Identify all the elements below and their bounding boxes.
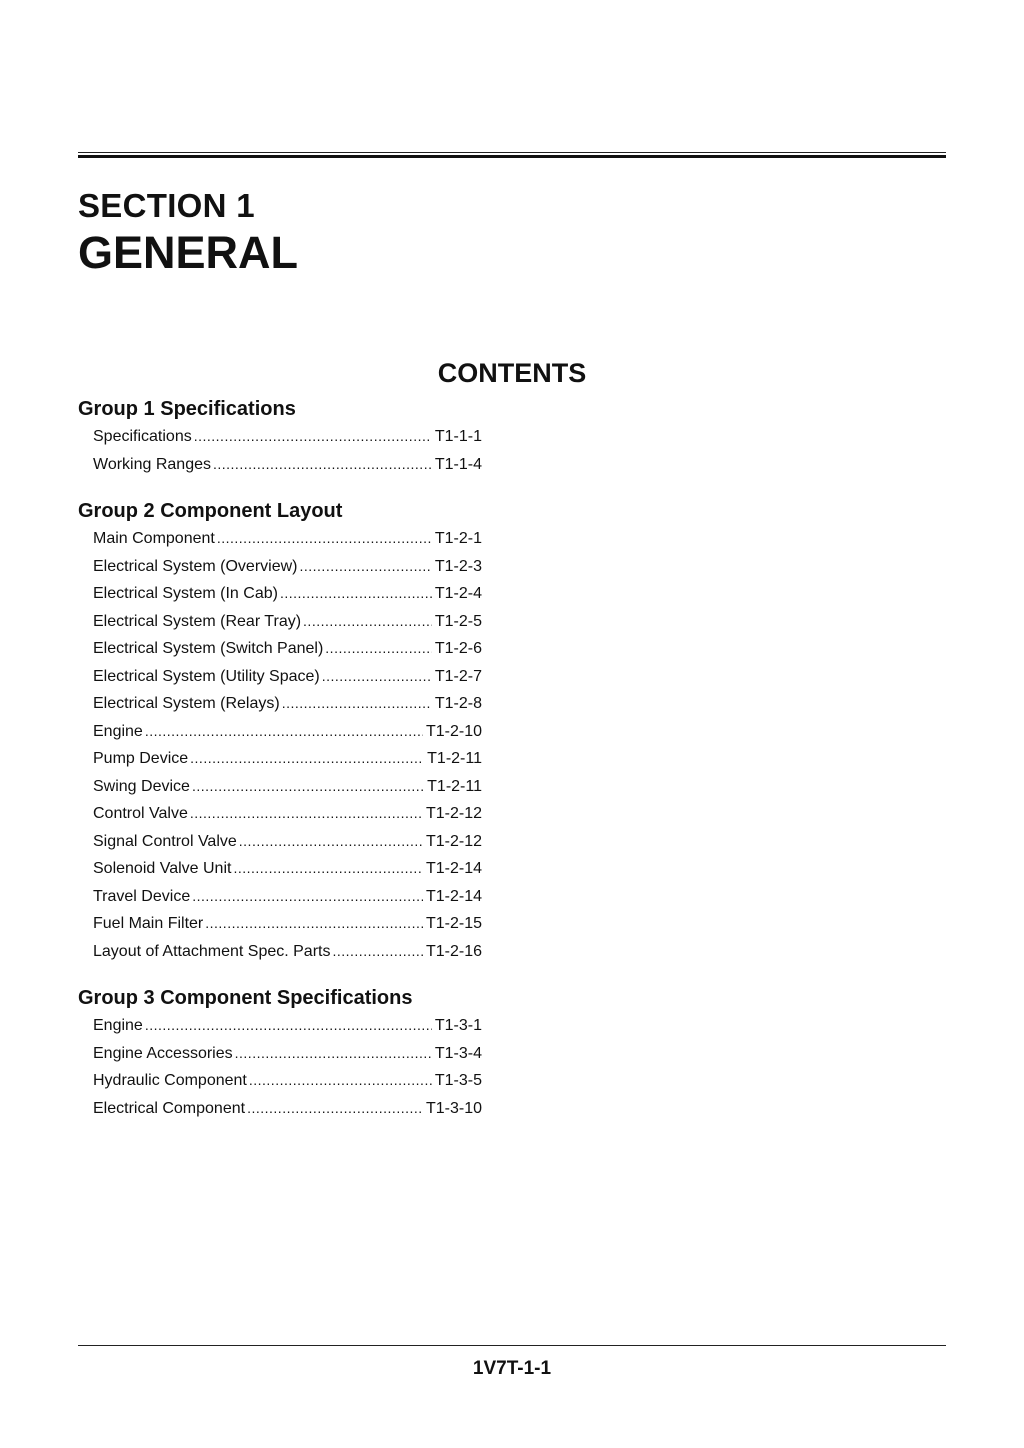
dot-leader: [247, 1095, 423, 1123]
entry-page: T1-2-4: [434, 585, 482, 602]
group-title: Group 2 Component Layout: [78, 500, 343, 522]
toc-entry[interactable]: [93, 690, 482, 718]
entry-title: Engine: [93, 1017, 143, 1034]
toc-entry[interactable]: [93, 1067, 482, 1095]
dot-leader: [194, 423, 432, 451]
entry-page: T1-1-4: [434, 455, 482, 473]
entry-title: Signal Control Valve: [93, 832, 237, 850]
footer-rule: [78, 1345, 946, 1346]
dot-leader: [190, 745, 424, 773]
entry-title: Electrical System (Relays): [93, 695, 280, 712]
group-entries: [93, 1012, 482, 1122]
toc-group: [78, 498, 482, 965]
group-entries: [93, 423, 482, 478]
entry-title: Electrical System (In Cab): [93, 585, 278, 602]
dot-leader: [217, 525, 432, 553]
dot-leader: [235, 1040, 432, 1068]
toc-entry[interactable]: [93, 938, 482, 966]
entry-page: T1-2-3: [434, 557, 482, 575]
toc-entry[interactable]: [93, 451, 482, 479]
entry-title: Engine: [93, 722, 143, 740]
entry-title: Main Component: [93, 530, 215, 547]
dot-leader: [299, 553, 431, 581]
entry-page: T1-2-8: [434, 695, 482, 712]
entry-title: Electrical System (Overview): [93, 557, 298, 575]
dot-leader: [192, 883, 423, 911]
entry-page: T1-3-10: [425, 1099, 482, 1117]
entry-title: Layout of Attachment Spec. Parts: [93, 942, 331, 960]
entry-page: T1-2-11: [427, 777, 482, 795]
contents-title: CONTENTS: [437, 358, 587, 388]
toc-entry[interactable]: [93, 855, 482, 883]
toc-entry[interactable]: [93, 580, 482, 608]
section-name: GENERAL: [78, 227, 299, 278]
toc-entry[interactable]: [93, 423, 482, 451]
toc-entry[interactable]: [93, 800, 482, 828]
toc-entry[interactable]: [93, 773, 482, 801]
entry-page: T1-2-10: [425, 722, 482, 740]
group-title: Group 1 Specifications: [78, 398, 296, 420]
dot-leader: [332, 938, 423, 966]
entry-title: Solenoid Valve Unit: [93, 860, 232, 877]
toc-entry[interactable]: [93, 553, 482, 581]
dot-leader: [322, 663, 432, 691]
toc-group: [78, 396, 482, 478]
group-entries: [93, 525, 482, 965]
toc-entry[interactable]: [93, 608, 482, 636]
entry-title: Electrical System (Utility Space): [93, 667, 320, 685]
dot-leader: [325, 635, 432, 663]
entry-title: Electrical System (Rear Tray): [93, 612, 302, 630]
entry-title: Electrical System (Switch Panel): [93, 640, 324, 657]
header-rule: [78, 152, 946, 158]
dot-leader: [205, 910, 423, 938]
dot-leader: [190, 800, 423, 828]
entry-page: T1-2-14: [425, 860, 482, 877]
entry-page: T1-2-5: [434, 612, 482, 630]
entry-page: T1-1-1: [434, 428, 482, 445]
toc-entry[interactable]: [93, 663, 482, 691]
section-label: SECTION 1: [78, 187, 255, 224]
entry-title: Electrical Component: [93, 1099, 246, 1117]
entry-page: T1-3-4: [434, 1044, 482, 1062]
entry-page: T1-2-1: [434, 530, 482, 547]
entry-title: Engine Accessories: [93, 1044, 233, 1062]
entry-title: Specifications: [93, 428, 192, 445]
entry-title: Control Valve: [93, 805, 188, 822]
toc-entry[interactable]: [93, 883, 482, 911]
dot-leader: [233, 855, 423, 883]
page-number: 1V7T-1-1: [472, 1358, 552, 1379]
entry-page: T1-3-5: [434, 1072, 482, 1089]
dot-leader: [145, 1012, 432, 1040]
toc-entry[interactable]: [93, 635, 482, 663]
entry-page: T1-2-12: [425, 832, 482, 850]
toc-entry[interactable]: [93, 910, 482, 938]
dot-leader: [213, 451, 432, 479]
toc-group: [78, 985, 482, 1122]
dot-leader: [145, 718, 423, 746]
toc-entry[interactable]: [93, 1040, 482, 1068]
header-rule-thick: [78, 155, 946, 158]
entry-page: T1-2-15: [425, 915, 482, 932]
entry-title: Working Ranges: [93, 455, 211, 473]
entry-title: Fuel Main Filter: [93, 915, 204, 932]
entry-page: T1-2-11: [427, 750, 482, 767]
entry-page: T1-2-14: [425, 887, 482, 905]
entry-page: T1-2-6: [434, 640, 482, 657]
toc-entry[interactable]: [93, 525, 482, 553]
table-of-contents: [78, 396, 482, 1122]
dot-leader: [192, 773, 424, 801]
entry-page: T1-2-16: [425, 942, 482, 960]
toc-entry[interactable]: [93, 745, 482, 773]
toc-entry[interactable]: [93, 1095, 482, 1123]
toc-entry[interactable]: [93, 718, 482, 746]
entry-title: Swing Device: [93, 777, 190, 795]
dot-leader: [280, 580, 432, 608]
entry-title: Travel Device: [93, 887, 191, 905]
dot-leader: [239, 828, 423, 856]
group-title: Group 3 Component Specifications: [78, 987, 413, 1009]
entry-page: T1-2-12: [425, 805, 482, 822]
header-rule-thin: [78, 152, 946, 153]
toc-entry[interactable]: [93, 1012, 482, 1040]
entry-title: Hydraulic Component: [93, 1072, 247, 1089]
dot-leader: [249, 1067, 432, 1095]
dot-leader: [303, 608, 432, 636]
group-spacer: [78, 965, 482, 985]
entry-title: Pump Device: [93, 750, 189, 767]
entry-page: T1-2-7: [434, 667, 482, 685]
group-spacer: [78, 478, 482, 498]
toc-entry[interactable]: [93, 828, 482, 856]
dot-leader: [282, 690, 432, 718]
entry-page: T1-3-1: [434, 1017, 482, 1034]
